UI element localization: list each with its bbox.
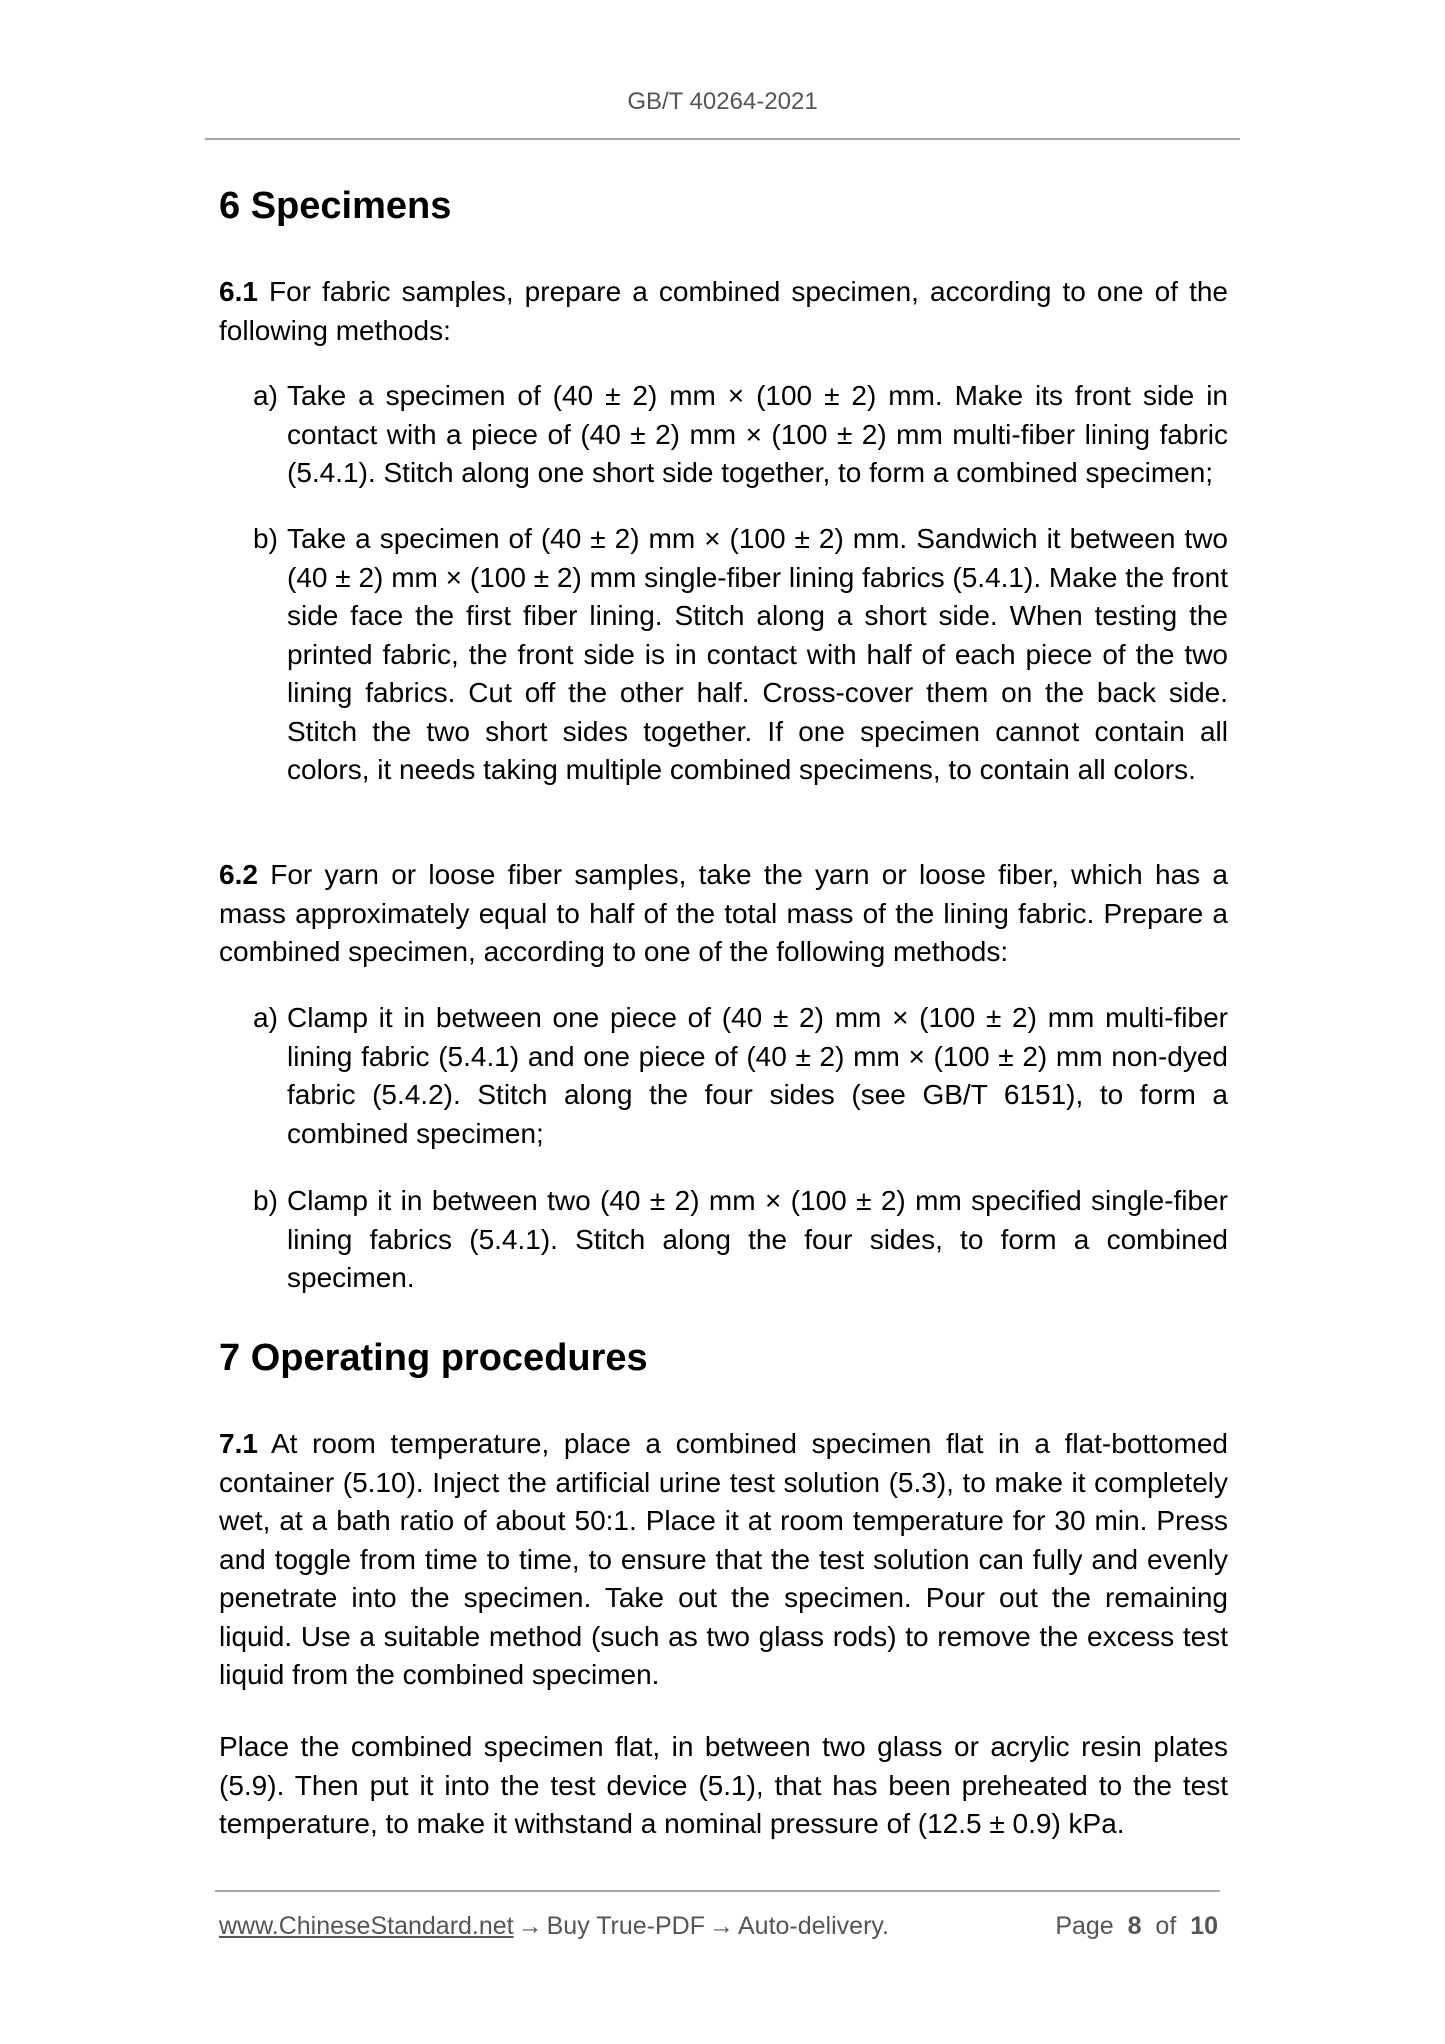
clause-text: Place the combined specimen flat, in between two glass or acrylic resin plates (5.9). Then put it into the test device (5.1), that has been preheated to the test temperature, to make it withstand a nominal pressure of (12.5 ± 0.9) kPa.: [219, 1731, 1228, 1839]
arrow-right-icon: →: [517, 1912, 543, 1940]
list-item-6-1-a: [253, 377, 1228, 493]
list-marker: b): [253, 1185, 278, 1216]
clause-7-1-continued: [219, 1728, 1228, 1844]
page-indicator: [1048, 1911, 1218, 1941]
list-marker: a): [253, 380, 278, 411]
footer-promo: [219, 1911, 889, 1941]
list-item-6-2-b: [253, 1182, 1228, 1298]
footer-divider: [215, 1890, 1220, 1892]
section-heading-7: 7 Operating procedures: [219, 1337, 648, 1379]
page-label: Page: [1055, 1912, 1114, 1940]
clause-number: 7.1: [219, 1428, 258, 1459]
list-item-text: Take a specimen of (40 ± 2) mm × (100 ± 2) mm. Sandwich it between two (40 ± 2) mm × (100 ± 2) mm single-fiber lining fabrics (5.4.1). Make the front side face the first fiber lining. Stitch along a short side. When testing the printed fabric, the front side is in contact with half of each piece of the two lining fabrics. Cut off the other half. Cross-cover them on the back side. Stitch the two short sides together. If one specimen cannot contain all colors, it needs taking multiple combined specimens, to contain all colors.: [287, 523, 1228, 785]
header-divider: [205, 138, 1240, 140]
clause-text: For fabric samples, prepare a combined specimen, according to one of the following methods:: [219, 276, 1228, 346]
clause-number: 6.1: [219, 276, 258, 307]
list-item-6-1-b: [253, 520, 1228, 790]
of-label: of: [1155, 1912, 1177, 1940]
list-marker: a): [253, 1002, 278, 1033]
clause-number: 6.2: [219, 859, 258, 890]
buy-text: Buy True-PDF: [546, 1912, 705, 1940]
arrow-right-icon: →: [709, 1912, 734, 1940]
clause-6-1: [219, 273, 1228, 350]
list-marker: b): [253, 523, 278, 554]
clause-7-1: [219, 1425, 1228, 1695]
running-header: GB/T 40264-2021: [627, 88, 818, 115]
list-item-text: Clamp it in between two (40 ± 2) mm × (100 ± 2) mm specified single-fiber lining fabrics (5.4.1). Stitch along the four sides, to form a combined specimen.: [287, 1185, 1228, 1293]
list-item-text: Clamp it in between one piece of (40 ± 2) mm × (100 ± 2) mm multi-fiber lining fabric (5.4.1) and one piece of (40 ± 2) mm × (100 ± 2) mm non-dyed fabric (5.4.2). Stitch along the four sides (see GB/T 6151), to form a combined specimen;: [287, 1002, 1228, 1149]
list-item-text: Take a specimen of (40 ± 2) mm × (100 ± 2) mm. Make its front side in contact with a piece of (40 ± 2) mm × (100 ± 2) mm multi-fiber lining fabric (5.4.1). Stitch along one short side together, to form a combined specimen;: [287, 380, 1228, 488]
page-current: 8: [1127, 1912, 1142, 1940]
clause-text: For yarn or loose fiber samples, take the yarn or loose fiber, which has a mass approximately equal to half of the total mass of the lining fabric. Prepare a combined specimen, according to one of the following methods:: [219, 859, 1228, 967]
clause-text: At room temperature, place a combined specimen flat in a flat-bottomed container (5.10). Inject the artificial urine test solution (5.3), to make it completely wet, at a bath ratio of about 50:1. Place it at room temperature for 30 min. Press and toggle from time to time, to ensure that the test solution can fully and evenly penetrate into the specimen. Take out the specimen. Pour out the remaining liquid. Use a suitable method (such as two glass rods) to remove the excess test liquid from the combined specimen.: [219, 1428, 1228, 1690]
page-total: 10: [1190, 1912, 1218, 1940]
list-item-6-2-a: [253, 999, 1228, 1153]
website-link[interactable]: www.ChineseStandard.net: [219, 1912, 514, 1940]
clause-6-2: [219, 856, 1228, 972]
section-heading-6: 6 Specimens: [219, 185, 452, 227]
delivery-text: Auto-delivery.: [738, 1912, 889, 1940]
